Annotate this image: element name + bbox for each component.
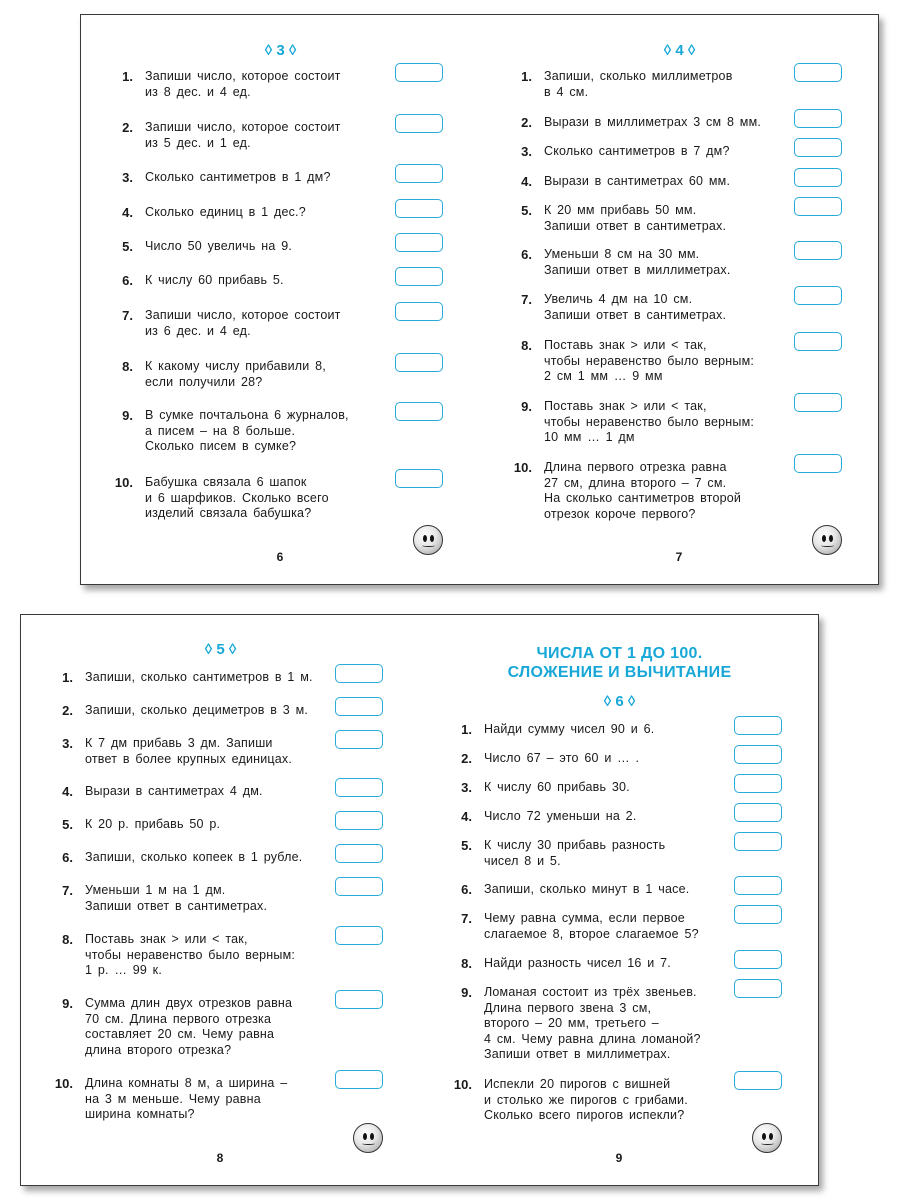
task-text: Сумма длин двух отрезков равна 70 см. Длина первого отрезка составляет 20 см. Чему равна длина второго отрезка? (85, 996, 293, 1057)
task-text: Длина первого отрезка равна 27 см, длина второго – 7 см. На сколько сантиметров второй отрезок короче первого? (544, 460, 742, 521)
task-number: 10. (453, 1077, 472, 1092)
answer-box[interactable] (395, 353, 443, 372)
answer-box[interactable] (794, 286, 842, 305)
task-text: Ломаная состоит из трёх звеньев. Длина первого звена 3 см, второго – 20 мм, третьего – 4 см. Чему равна длина ломаной? Запиши ответ в миллиметрах. (484, 985, 701, 1061)
task-text: Запиши, сколько копеек в 1 рубле. (85, 850, 303, 864)
page-6 (81, 15, 480, 584)
task-text: Сколько сантиметров в 1 дм? (145, 170, 331, 184)
task-text: К 7 дм прибавь 3 дм. Запиши ответ в более крупных единицах. (85, 736, 293, 766)
task-text: Бабушка связала 6 шапок и 6 шарфиков. Сколько всего изделий связала бабушка? (145, 475, 329, 520)
page-number: 6 (276, 550, 284, 564)
answer-box[interactable] (734, 905, 782, 924)
task-number: 9. (461, 985, 472, 1000)
task-text: Запиши, сколько миллиметров в 4 см. (544, 69, 733, 99)
answer-box[interactable] (335, 697, 383, 716)
answer-box[interactable] (335, 844, 383, 863)
task-number: 9. (62, 996, 73, 1011)
task-text: К числу 30 прибавь разность чисел 8 и 5. (484, 838, 666, 868)
task-text: Найди разность чисел 16 и 7. (484, 956, 671, 970)
task-text: Вырази в сантиметрах 60 мм. (544, 174, 731, 188)
task-text: Поставь знак > или < так, чтобы неравенство было верным: 1 р. … 99 к. (85, 932, 296, 977)
task-number: 6. (461, 882, 472, 897)
task-text: Запиши, сколько сантиметров в 1 м. (85, 670, 313, 684)
task-number: 7. (62, 883, 73, 898)
task-number: 6. (122, 273, 133, 288)
answer-box[interactable] (794, 138, 842, 157)
answer-box[interactable] (734, 1071, 782, 1090)
task-text: Число 67 – это 60 и … . (484, 751, 640, 765)
task-number: 5. (62, 817, 73, 832)
page-number: 8 (216, 1151, 224, 1165)
answer-box[interactable] (794, 393, 842, 412)
task-text: Запиши, сколько дециметров в 3 м. (85, 703, 309, 717)
task-number: 1. (62, 670, 73, 685)
task-number: 1. (461, 722, 472, 737)
answer-box[interactable] (734, 950, 782, 969)
task-number: 1. (521, 69, 532, 84)
smiley-icon (752, 1123, 782, 1153)
answer-box[interactable] (335, 990, 383, 1009)
answer-box[interactable] (734, 979, 782, 998)
page-8 (21, 615, 420, 1185)
task-number: 4. (62, 784, 73, 799)
task-text: Уменьши 8 см на 30 мм. Запиши ответ в миллиметрах. (544, 247, 731, 277)
answer-box[interactable] (794, 168, 842, 187)
task-text: Поставь знак > или < так, чтобы неравенство было верным: 2 см 1 мм … 9 мм (544, 338, 755, 383)
answer-box[interactable] (395, 63, 443, 82)
answer-box[interactable] (734, 716, 782, 735)
answer-box[interactable] (395, 233, 443, 252)
task-text: К 20 р. прибавь 50 р. (85, 817, 221, 831)
task-number: 4. (461, 809, 472, 824)
task-text: Сколько единиц в 1 дес.? (145, 205, 306, 219)
task-text: Запиши, сколько минут в 1 часе. (484, 882, 690, 896)
answer-box[interactable] (794, 241, 842, 260)
answer-box[interactable] (794, 63, 842, 82)
task-number: 5. (122, 239, 133, 254)
smiley-icon (413, 525, 443, 555)
task-number: 3. (521, 144, 532, 159)
task-text: Вырази в миллиметрах 3 см 8 мм. (544, 115, 762, 129)
answer-box[interactable] (734, 774, 782, 793)
task-number: 2. (461, 751, 472, 766)
answer-box[interactable] (335, 811, 383, 830)
task-text: Запиши число, которое состоит из 6 дес. и 4 ед. (145, 308, 341, 338)
answer-box[interactable] (734, 832, 782, 851)
answer-box[interactable] (395, 469, 443, 488)
variant-title-4: ◊ 4 ◊ (663, 42, 696, 59)
answer-box[interactable] (734, 803, 782, 822)
task-text: К числу 60 прибавь 5. (145, 273, 284, 287)
variant-title-5: ◊ 5 ◊ (204, 641, 237, 658)
answer-box[interactable] (794, 454, 842, 473)
answer-box[interactable] (335, 778, 383, 797)
task-text: Чему равна сумма, если первое слагаемое 8, второе слагаемое 5? (484, 911, 699, 941)
task-text: Увеличь 4 дм на 10 см. Запиши ответ в сантиметрах. (544, 292, 727, 322)
task-number: 10. (513, 460, 532, 475)
task-number: 6. (62, 850, 73, 865)
task-text: Запиши число, которое состоит из 8 дес. и 4 ед. (145, 69, 341, 99)
answer-box[interactable] (395, 302, 443, 321)
task-number: 7. (461, 911, 472, 926)
answer-box[interactable] (395, 199, 443, 218)
task-number: 8. (122, 359, 133, 374)
task-number: 2. (521, 115, 532, 130)
task-text: В сумке почтальона 6 журналов, а писем – на 8 больше. Сколько писем в сумке? (145, 408, 349, 453)
task-number: 3. (122, 170, 133, 185)
page-7 (480, 15, 879, 584)
section-title-line1: ЧИСЛА ОТ 1 ДО 100. (536, 645, 703, 662)
task-text: К 20 мм прибавь 50 мм. Запиши ответ в сантиметрах. (544, 203, 727, 233)
answer-box[interactable] (395, 267, 443, 286)
task-number: 8. (461, 956, 472, 971)
answer-box[interactable] (794, 332, 842, 351)
task-number: 9. (521, 399, 532, 414)
task-text: К какому числу прибавили 8, если получили 28? (145, 359, 326, 389)
answer-box[interactable] (335, 730, 383, 749)
answer-box[interactable] (335, 926, 383, 945)
variant-title-3: ◊ 3 ◊ (264, 42, 297, 59)
task-number: 7. (521, 292, 532, 307)
task-number: 8. (521, 338, 532, 353)
task-number: 10. (114, 475, 133, 490)
task-text: Число 72 уменьши на 2. (484, 809, 637, 823)
answer-box[interactable] (734, 745, 782, 764)
smiley-icon (812, 525, 842, 555)
page-9 (420, 615, 819, 1185)
answer-box[interactable] (794, 109, 842, 128)
task-text: Запиши число, которое состоит из 5 дес. и 1 ед. (145, 120, 341, 150)
task-number: 4. (122, 205, 133, 220)
answer-box[interactable] (335, 664, 383, 683)
answer-box[interactable] (395, 164, 443, 183)
smiley-icon (353, 1123, 383, 1153)
task-number: 7. (122, 308, 133, 323)
task-text: Уменьши 1 м на 1 дм. Запиши ответ в сантиметрах. (85, 883, 268, 913)
task-number: 3. (62, 736, 73, 751)
task-text: Вырази в сантиметрах 4 дм. (85, 784, 263, 798)
task-number: 10. (54, 1076, 73, 1091)
task-number: 1. (122, 69, 133, 84)
task-text: Длина комнаты 8 м, а ширина – на 3 м меньше. Чему равна ширина комнаты? (85, 1076, 288, 1121)
task-text: Испекли 20 пирогов с вишней и столько же пирогов с грибами. Сколько всего пирогов испекли? (484, 1077, 688, 1122)
answer-box[interactable] (395, 114, 443, 133)
task-number: 3. (461, 780, 472, 795)
task-text: Поставь знак > или < так, чтобы неравенство было верным: 10 мм … 1 дм (544, 399, 755, 444)
page-number: 9 (615, 1151, 623, 1165)
task-number: 5. (521, 203, 532, 218)
task-number: 2. (122, 120, 133, 135)
task-text: Найди сумму чисел 90 и 6. (484, 722, 655, 736)
spread-pages-6-7 (80, 14, 879, 585)
variant-title-6: ◊ 6 ◊ (603, 693, 636, 710)
task-number: 6. (521, 247, 532, 262)
task-number: 5. (461, 838, 472, 853)
answer-box[interactable] (794, 197, 842, 216)
section-title-line2: СЛОЖЕНИЕ И ВЫЧИТАНИЕ (507, 664, 732, 681)
task-text: Число 50 увеличь на 9. (145, 239, 293, 253)
page-number: 7 (675, 550, 683, 564)
answer-box[interactable] (734, 876, 782, 895)
task-text: К числу 60 прибавь 30. (484, 780, 630, 794)
spread-pages-8-9 (20, 614, 819, 1186)
task-number: 9. (122, 408, 133, 423)
task-number: 2. (62, 703, 73, 718)
task-text: Сколько сантиметров в 7 дм? (544, 144, 730, 158)
task-number: 4. (521, 174, 532, 189)
answer-box[interactable] (335, 1070, 383, 1089)
answer-box[interactable] (335, 877, 383, 896)
task-number: 8. (62, 932, 73, 947)
answer-box[interactable] (395, 402, 443, 421)
